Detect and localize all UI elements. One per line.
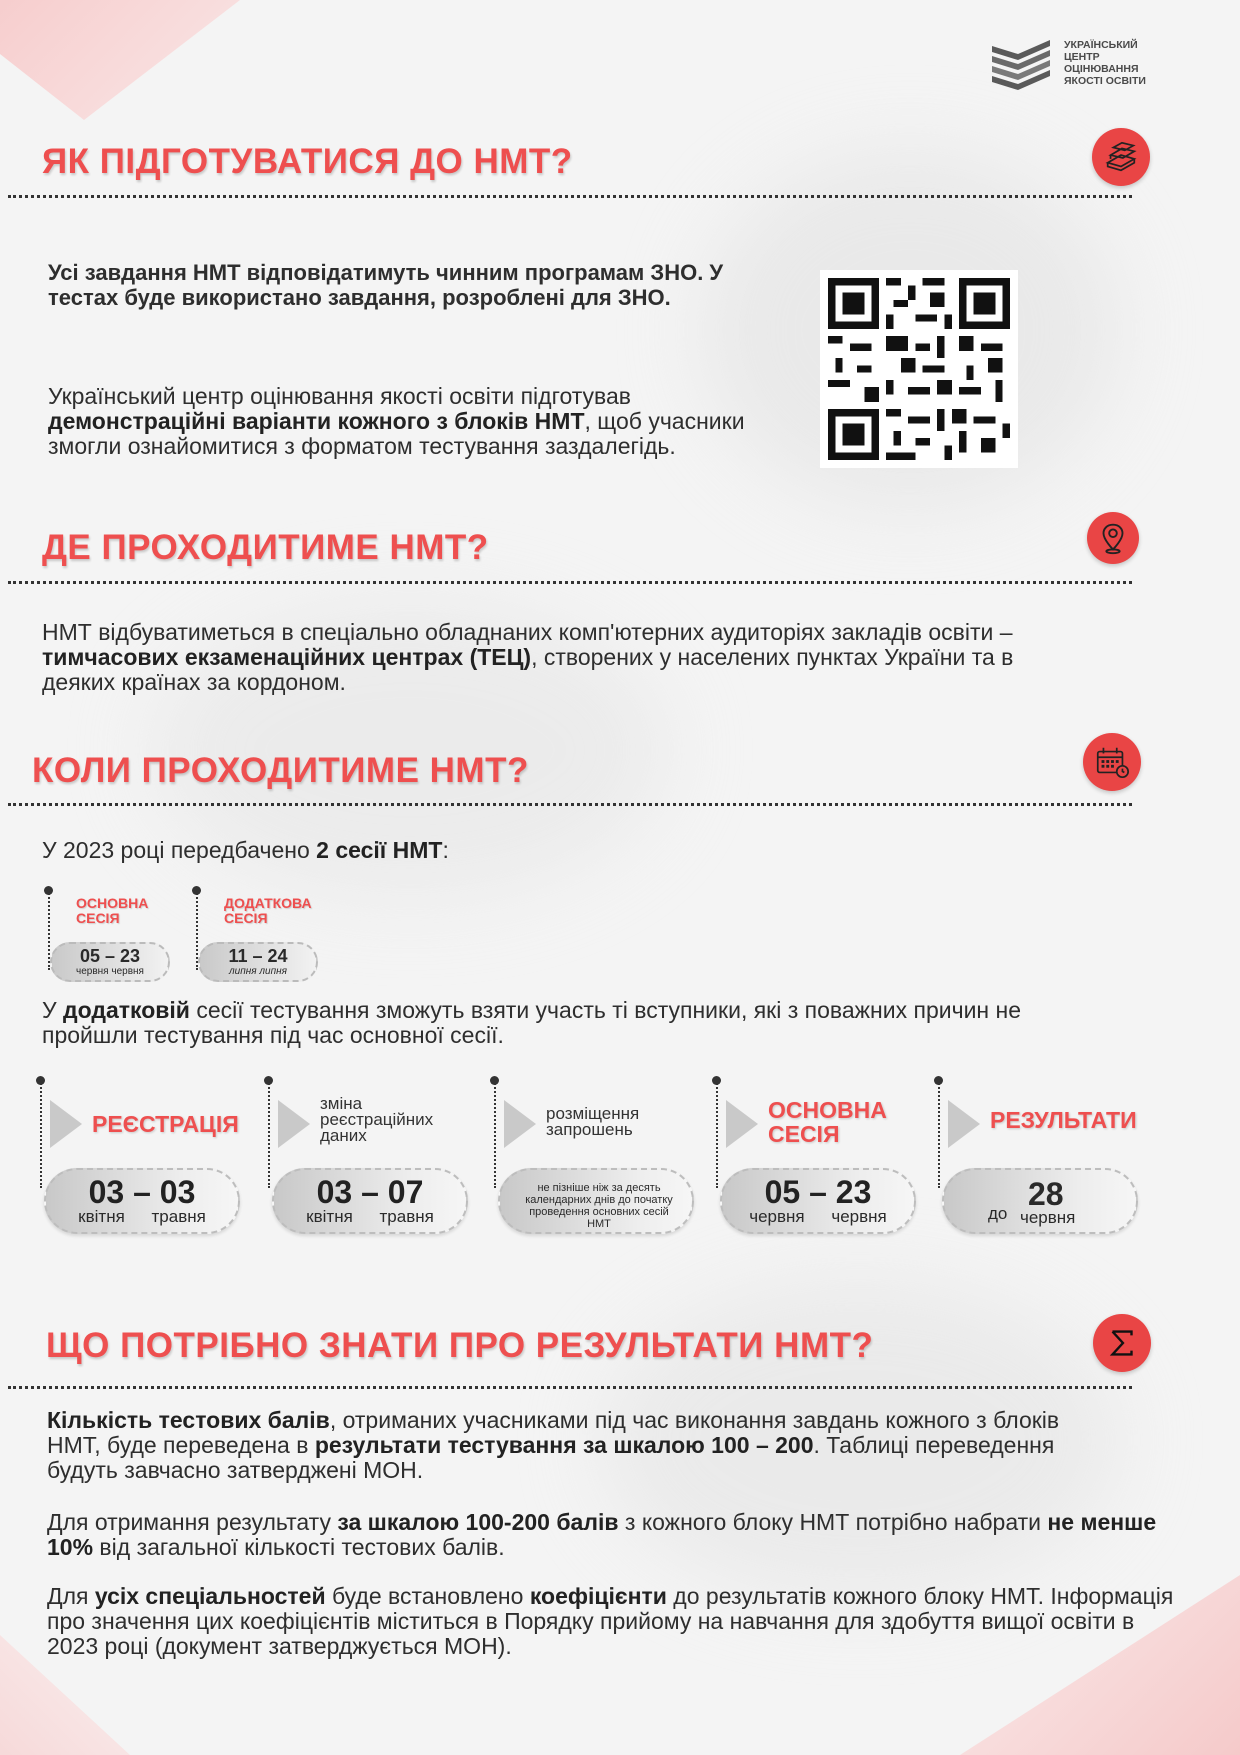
session-additional: ДОДАТКОВА СЕСІЯ 11 – 24 липня липня (192, 890, 332, 990)
books-icon (1092, 128, 1150, 186)
sigma-icon (1093, 1314, 1151, 1372)
map-pin-icon (1087, 512, 1139, 564)
session-main: ОСНОВНА СЕСІЯ 05 – 23 червня червня (44, 890, 184, 990)
section2-paragraph: НМТ відбуватиметься в спеціально обладнаних комп'ютерних аудиторіях закладів освіти – тимчасових екзаменаційних центрах (ТЕЦ), створених у населених пунктах України та в деяких країнах за кордоном. (42, 619, 1014, 695)
logo-line-2: ЦЕНТР (1064, 51, 1100, 63)
divider-2 (8, 581, 1132, 584)
qr-code[interactable] (820, 270, 1018, 468)
timeline-main-session: ОСНОВНА СЕСІЯ 05 – 23 червня червня (716, 1080, 921, 1240)
logo-line-4: ЯКОСТІ ОСВІТИ (1064, 75, 1146, 87)
sessions-intro: У 2023 році передбачено 2 сесії НМТ: (42, 837, 449, 863)
section3-heading: КОЛИ ПРОХОДИТИМЕ НМТ? (32, 751, 529, 790)
section2-heading: ДЕ ПРОХОДИТИМЕ НМТ? (42, 528, 489, 567)
section1-paragraph-1: Усі завдання НМТ відповідатимуть чинним програмам ЗНО. У тестах буде використано завдання, розроблені для ЗНО. (48, 260, 724, 310)
divider-3 (8, 803, 1132, 806)
calendar-icon (1083, 733, 1141, 791)
timeline-invitations: розміщення запрошень не пізніше ніж за десять календарних днів до початку проведення основних сесій НМТ (494, 1080, 699, 1240)
timeline-results: РЕЗУЛЬТАТИ до 28 червня (938, 1080, 1143, 1240)
book-logo-icon (988, 36, 1054, 90)
logo-line-1: УКРАЇНСЬКИЙ (1064, 39, 1138, 51)
ucoqe-logo (988, 36, 1146, 90)
divider-4 (8, 1386, 1132, 1389)
results-paragraph-2: Для отримання результату за шкалою 100-200 балів з кожного блоку НМТ потрібно набрати не менше 10% від загальної кількості тестових балів. (47, 1509, 1157, 1560)
results-paragraph-3: Для усіх спеціальностей буде встановлено коефіцієнти до результатів кожного блоку НМТ. Інформація про значення цих коефіцієнтів міститься в Порядку прийому на навчання для здобуття вищої освіти в 2023 році (документ затверджується МОН). (47, 1583, 1174, 1659)
results-paragraph-1: Кількість тестових балів, отриманих учасниками під час виконання завдань кожного з блоків НМТ, буде переведена в результати тестування за шкалою 100 – 200. Таблиці переведення будуть завчасно затверджені МОН. (47, 1407, 1060, 1483)
timeline-data-change: зміна реєстраційних даних 03 – 07 квітня травня (268, 1080, 473, 1240)
additional-session-paragraph: У додатковій сесії тестування зможуть взяти участь ті вступники, які з поважних причин не пройшли тестування під час основної сесії. (42, 997, 1022, 1048)
section4-heading: ЩО ПОТРІБНО ЗНАТИ ПРО РЕЗУЛЬТАТИ НМТ? (46, 1326, 874, 1365)
timeline-registration: РЕЄСТРАЦІЯ 03 – 03 квітня травня (40, 1080, 245, 1240)
section1-heading: ЯК ПІДГОТУВАТИСЯ ДО НМТ? (42, 142, 573, 181)
session-additional-dates: 11 – 24 (228, 946, 288, 966)
logo-line-3: ОЦІНЮВАННЯ (1064, 63, 1139, 75)
divider-1 (8, 195, 1132, 198)
session-main-dates: 05 – 23 (79, 946, 141, 966)
section1-paragraph-2: Український центр оцінювання якості освіти підготував демонстраційні варіанти кожного з блоків НМТ, щоб учасники змогли ознайомитися з форматом тестування заздалегідь. (48, 383, 745, 459)
